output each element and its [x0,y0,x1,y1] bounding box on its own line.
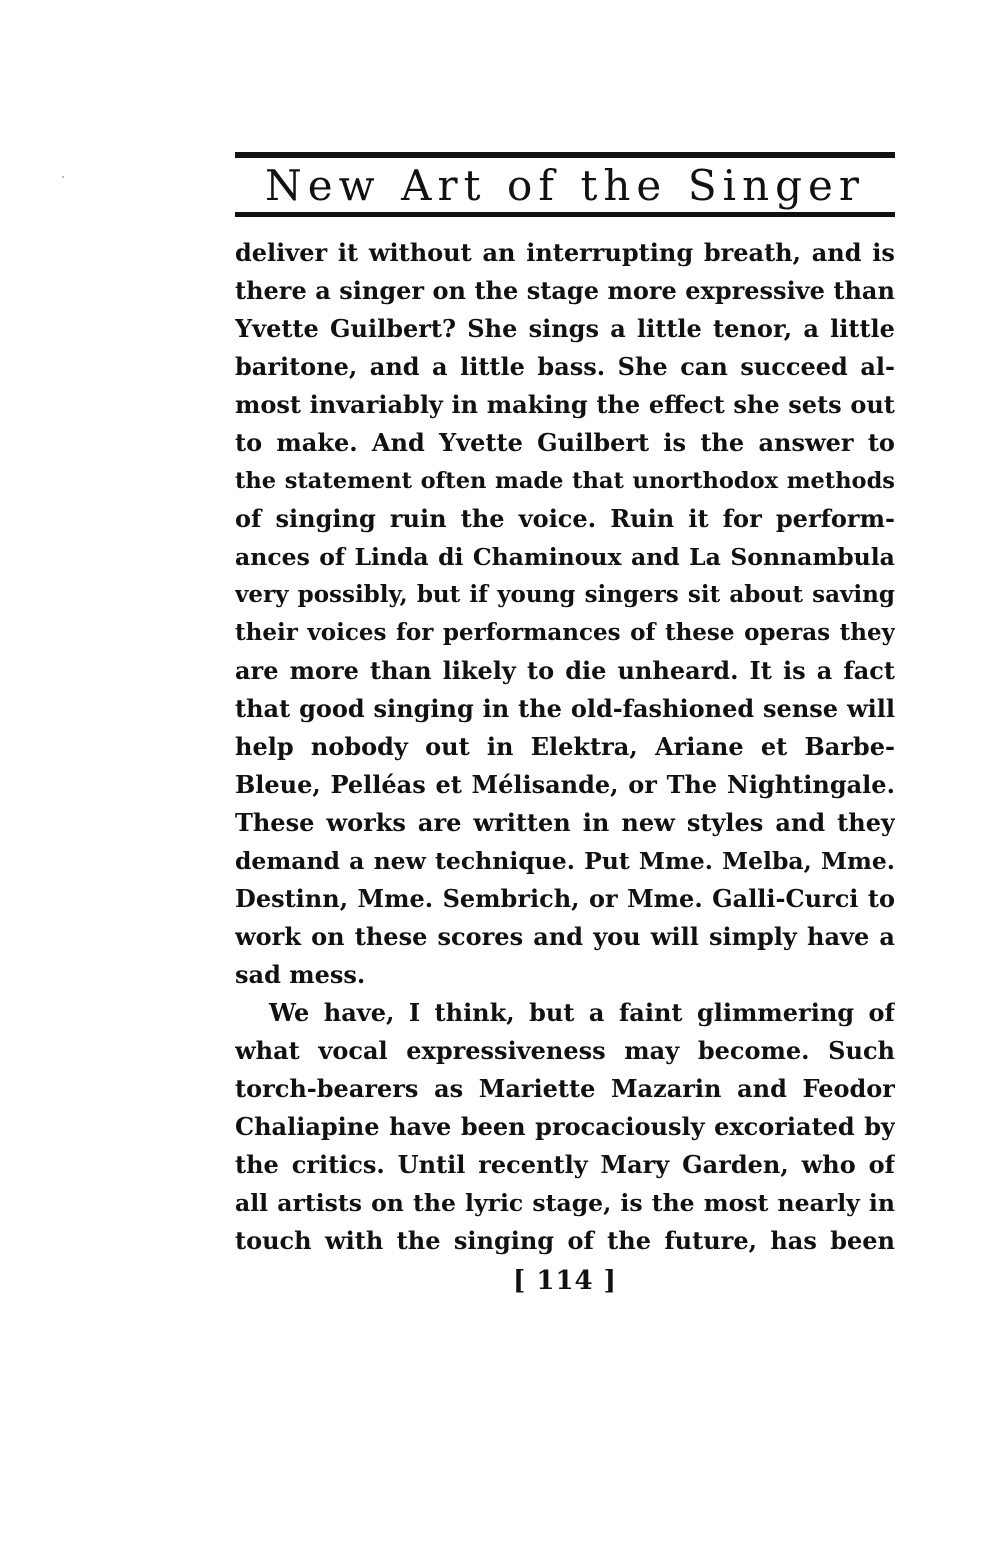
text-line: the statement often made that unorthodox methods [235,468,895,494]
running-head-word: Art [401,161,487,210]
text-line: of singing ruin the voice. Ruin it for perform- [235,504,895,533]
text-line: These works are written in new styles and they [235,808,895,837]
body-text [235,234,895,1260]
page-number: [ 114 ] [513,1266,617,1296]
text-line: touch with the singing of the future, has been [235,1226,895,1255]
text-line: the critics. Until recently Mary Garden, who of [235,1150,895,1179]
text-line: help nobody out in Elektra, Ariane et Barbe- [235,732,895,761]
text-line: ances of Linda di Chaminoux and La Sonnambula [235,543,895,571]
text-line: there a singer on the stage more expressive than [235,276,895,305]
text-line: Bleue, Pelléas et Mélisande, or The Nightingale. [235,770,895,799]
text-line: demand a new technique. Put Mme. Melba, Mme. [235,847,895,875]
running-head-word: Singer [687,161,865,210]
text-line: work on these scores and you will simply have a [235,922,895,951]
running-head-word: the [580,161,668,210]
scan-speck [62,176,64,178]
text-line: to make. And Yvette Guilbert is the answer to [235,428,895,457]
text-line: We have, I think, but a faint glimmering of [269,998,895,1027]
text-line: sad mess. [235,960,366,989]
text-line: most invariably in making the effect she sets out [235,390,895,419]
text-line: deliver it without an interrupting breath, and is [235,238,895,267]
paragraph-2 [235,994,895,1260]
running-head [235,160,895,212]
text-line: all artists on the lyric stage, is the most nearly in [235,1189,895,1217]
text-line: Chaliapine have been procaciously excoriated by [235,1112,895,1141]
text-line: Destinn, Mme. Sembrich, or Mme. Galli-Curci to [235,884,895,913]
text-line: very possibly, but if young singers sit about saving [235,581,895,608]
text-line: what vocal expressiveness may become. Such [235,1036,895,1065]
text-line: torch-bearers as Mariette Mazarin and Feodor [235,1074,895,1103]
text-line: that good singing in the old-fashioned sense will [235,694,895,723]
paragraph-1 [235,234,895,994]
running-head-word: New [265,161,381,210]
header-rule-top [235,152,895,158]
text-line: baritone, and a little bass. She can succeed al- [235,352,895,381]
text-line: Yvette Guilbert? She sings a little tenor, a little [235,314,895,343]
running-head-word: of [507,161,560,210]
text-line: their voices for performances of these operas they [235,619,895,646]
header-rule-bottom [235,212,895,217]
text-line: are more than likely to die unheard. It is a fact [235,656,895,685]
